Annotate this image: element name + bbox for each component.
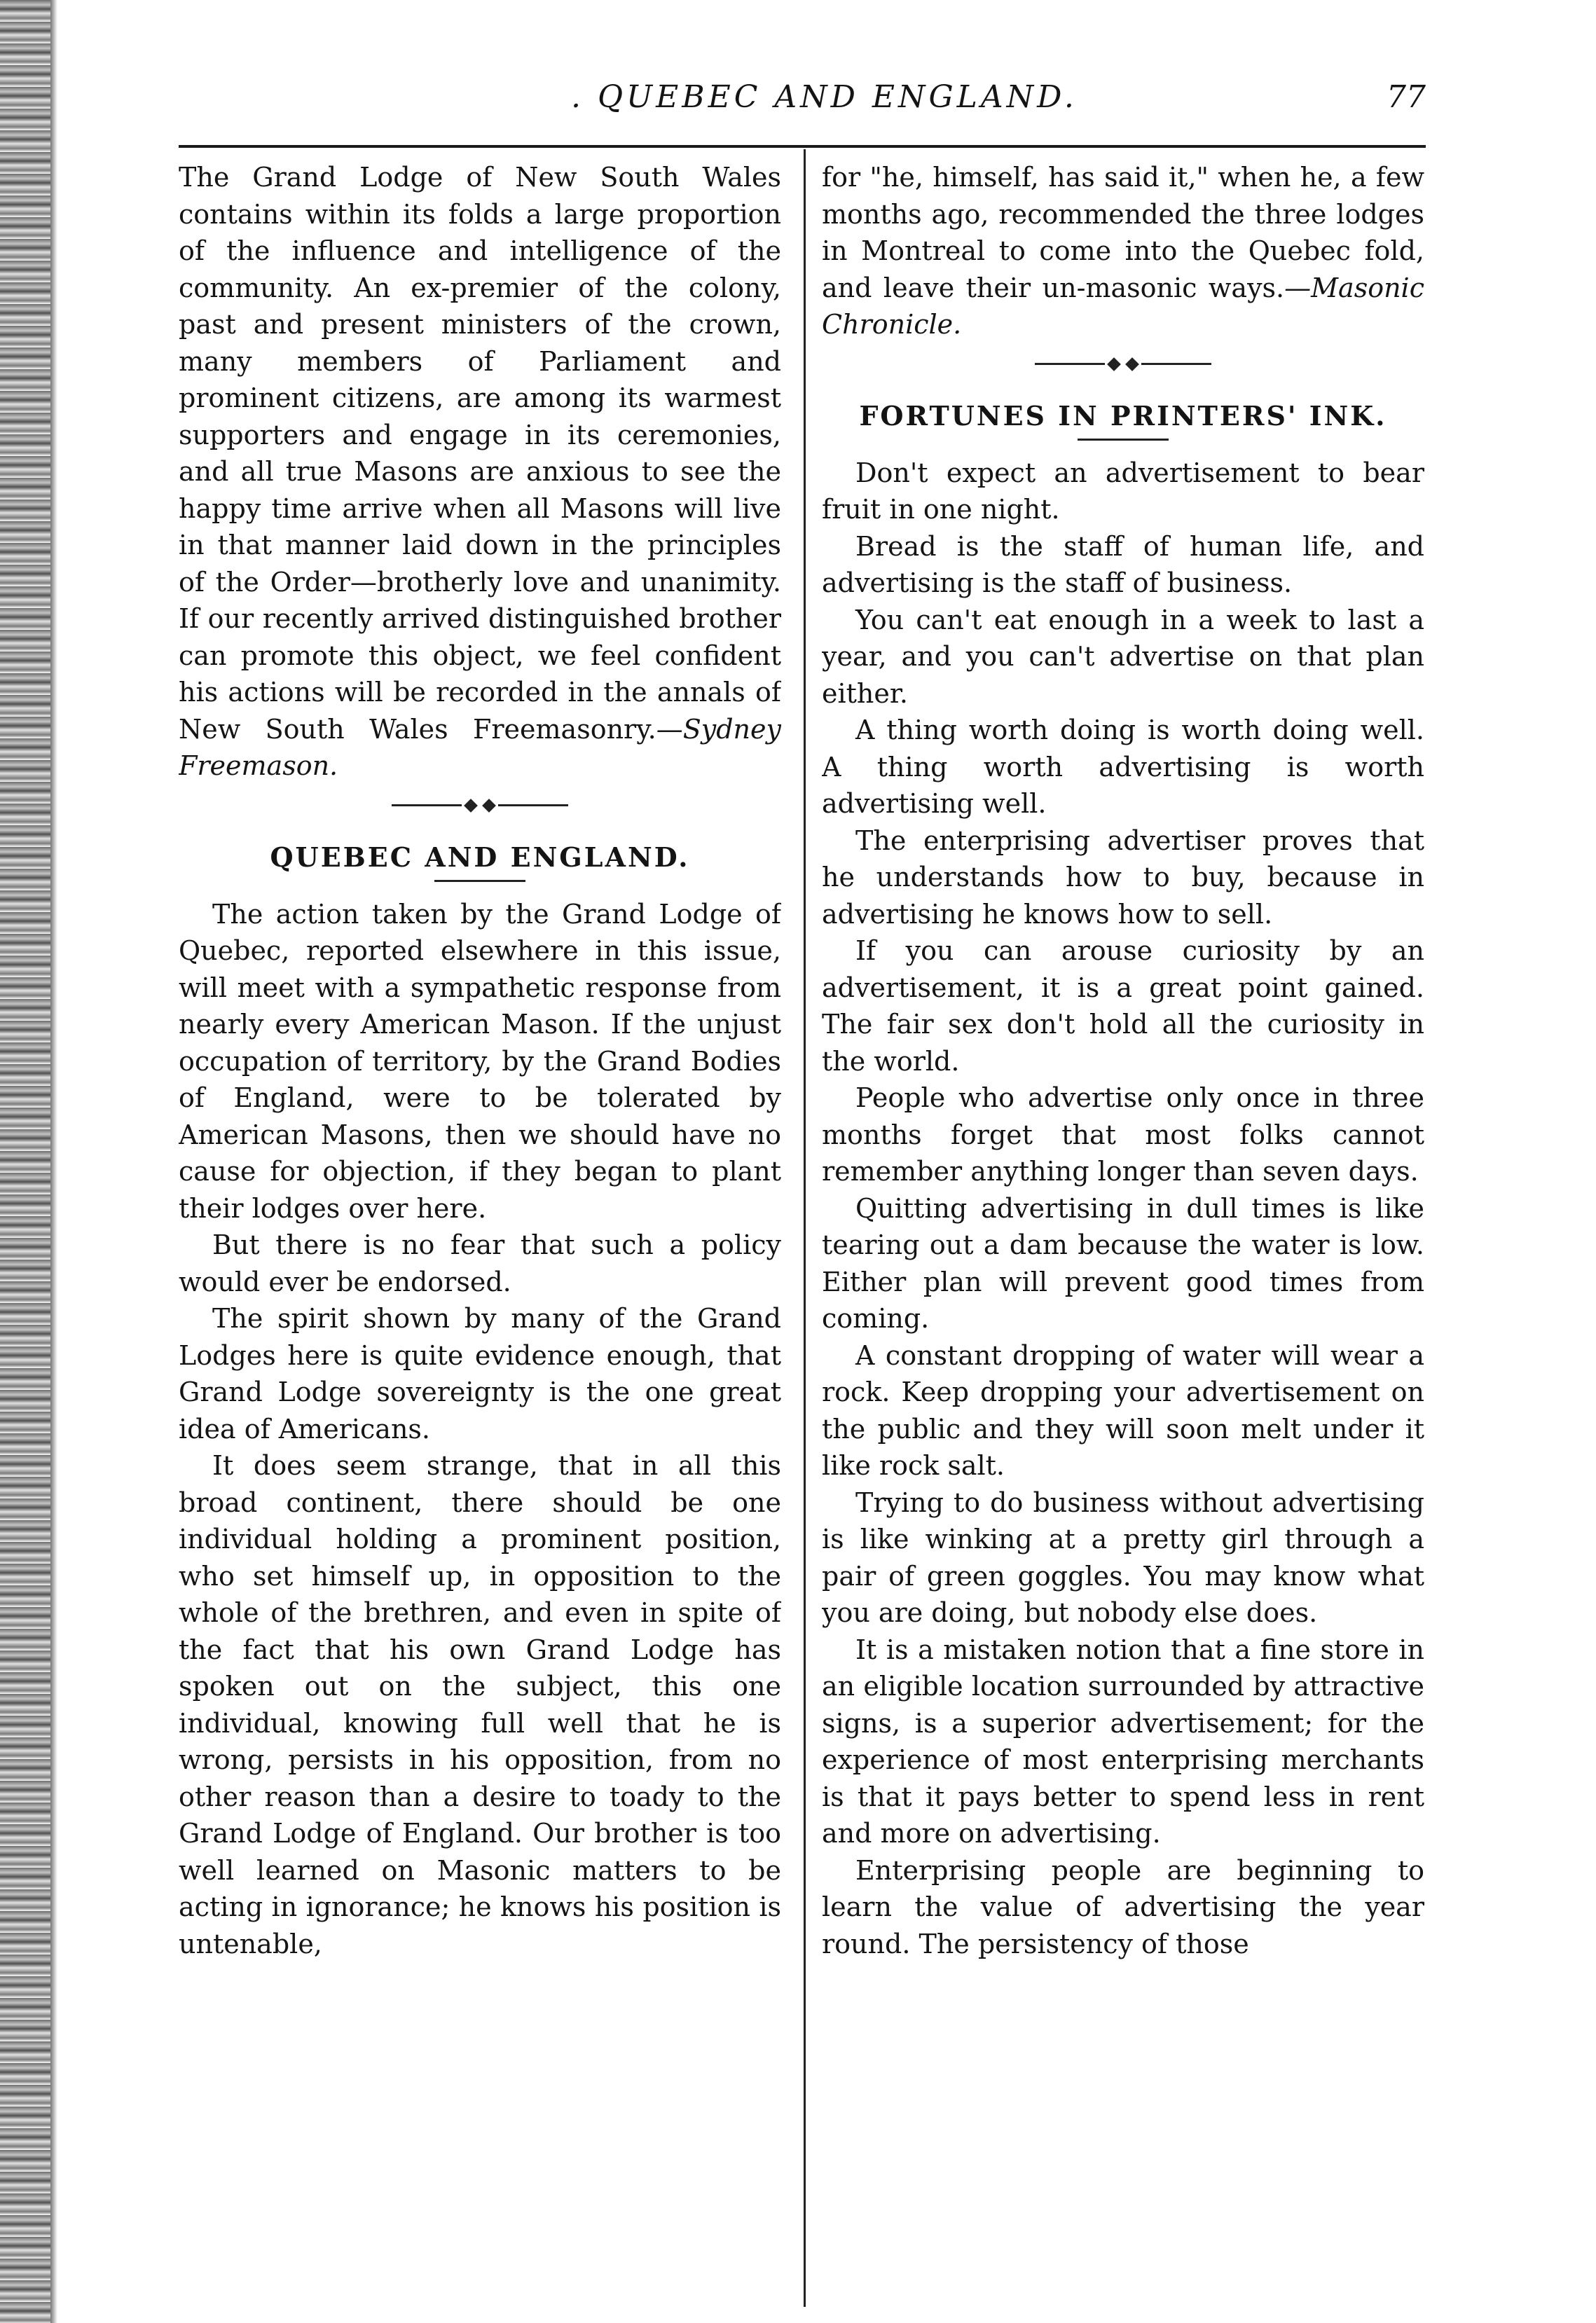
article-paragraph: But there is no fear that such a policy would ever be endorsed. [179,1229,781,1297]
ornament-diamond [1107,357,1121,371]
article-heading-fortunes: FORTUNES IN PRINTERS' INK. [859,399,1387,432]
section-ornament [822,343,1424,385]
article-paragraph: The spirit shown by many of the Grand Lodges here is quite evidence enough, that Grand Lodge sovereignty is the one great idea of Americans. [179,1303,781,1445]
book-page [179,67,1426,2308]
article-paragraph: Quitting advertising in dull times is like tearing out a dam because the water is low. Either plan will prevent good times from coming. [822,1192,1424,1334]
article-paragraph: A thing worth doing is worth doing well. A thing worth advertising is worth advertising well. [822,715,1424,819]
article-paragraph: People who advertise only once in three months forget that most folks cannot remember anything longer than seven days. [822,1082,1424,1187]
ornament-diamond [482,799,496,813]
article-paragraph: A constant dropping of water will wear a rock. Keep dropping your advertisement on the public and they will soon melt under it like rock salt. [822,1339,1424,1481]
intro-paragraph-text: The Grand Lodge of New South Wales contains within its folds a large proportion of the influence and intelligence of the community. An ex-premier of the colony, past and present ministers of the crown, many members of Parliament and prominent citizens, are among its warmest supporters and engage in its ceremonies, and all true Masons are anxious to see the happy time arrive when all Masons will live in that manner laid down in the principles of the Order—brotherly love and unanimity. If our recently arrived distinguished brother can promote this object, we feel confident his actions will be recorded in the annals of New South Wales Freemasonry. [179,162,781,745]
ornament-diamond [464,799,478,813]
binding-shadow [50,0,57,2323]
left-column [179,159,781,2303]
article-paragraph: Bread is the staff of human life, and advertising is the staff of business. [822,530,1424,598]
article-paragraph: You can't eat enough in a week to last a year, and you can't advertise on that plan either. [822,604,1424,709]
running-head-title: . QUEBEC AND ENGLAND. [571,79,1078,115]
book-binding-edge [0,0,50,2323]
section-ornament [179,785,781,827]
article-paragraph: If you can arouse curiosity by an advertisement, it is a great point gained. The fair sex don't hold all the curiosity in the world. [822,935,1424,1077]
continuation-paragraph [822,159,1424,343]
header-rule [179,145,1426,148]
article-paragraph: The action taken by the Grand Lodge of Quebec, reported elsewhere in this issue, will meet with a sympathetic response from nearly every American Mason. If the unjust occupation of territory, by the Grand Bodies of England, were to be tolerated by American Masons, then we should have no cause for objection, if they began to plant their lodges over here. [179,898,781,1224]
article-paragraph: Enterprising people are beginning to learn the value of advertising the year round. The persistency of those [822,1854,1424,1959]
heading-underline [1078,439,1169,441]
article-paragraph: It does seem strange, that in all this broad continent, there should be one individual holding a prominent position, who set himself up, in opposition to the whole of the brethren, and even in spite of the fact that his own Grand Lodge has spoken out on the subject, this one individual, knowing full well that he is wrong, persists in his opposition, from no other reason than a desire to toady to the Grand Lodge of England. Our brother is too well learned on Masonic matters to be acting in ignorance; he knows his position is untenable, [179,1450,781,1959]
column-divider [804,149,806,2307]
page-number: 77 [1387,79,1426,115]
ornament-line-right [1141,363,1211,365]
article-paragraph: Trying to do business without advertising is like winking at a pretty girl through a pair of green goggles. You may know what you are doing, but nobody else does. [822,1487,1424,1628]
article-paragraph: It is a mistaken notion that a fine store in an eligible location surrounded by attractive signs, is a superior advertisement; for the experience of most enterprising merchants is that it pays better to spend less in rent and more on advertising. [822,1634,1424,1849]
ornament-diamond [1125,357,1139,371]
ornament-line-left [1035,363,1105,365]
article-paragraph: Don't expect an advertisement to bear fruit in one night. [822,457,1424,525]
continuation-text: for "he, himself, has said it," when he, a few months ago, recommended the three lodges in Montreal to come into the Quebec fold, and leave their un-masonic ways. [822,162,1424,303]
running-head [179,67,1426,130]
ornament-line-right [498,804,568,806]
intro-credit: —Sydney Freemason. [179,713,781,781]
article-heading-quebec: QUEBEC AND ENGLAND. [270,841,690,873]
ornament-line-left [392,804,462,806]
article-paragraph: The enterprising advertiser proves that he understands how to buy, because in advertising he knows how to sell. [822,825,1424,930]
continuation-credit: —Masonic Chronicle. [822,272,1424,340]
heading-underline [434,880,525,882]
intro-paragraph [179,159,781,785]
right-column [822,159,1424,2303]
